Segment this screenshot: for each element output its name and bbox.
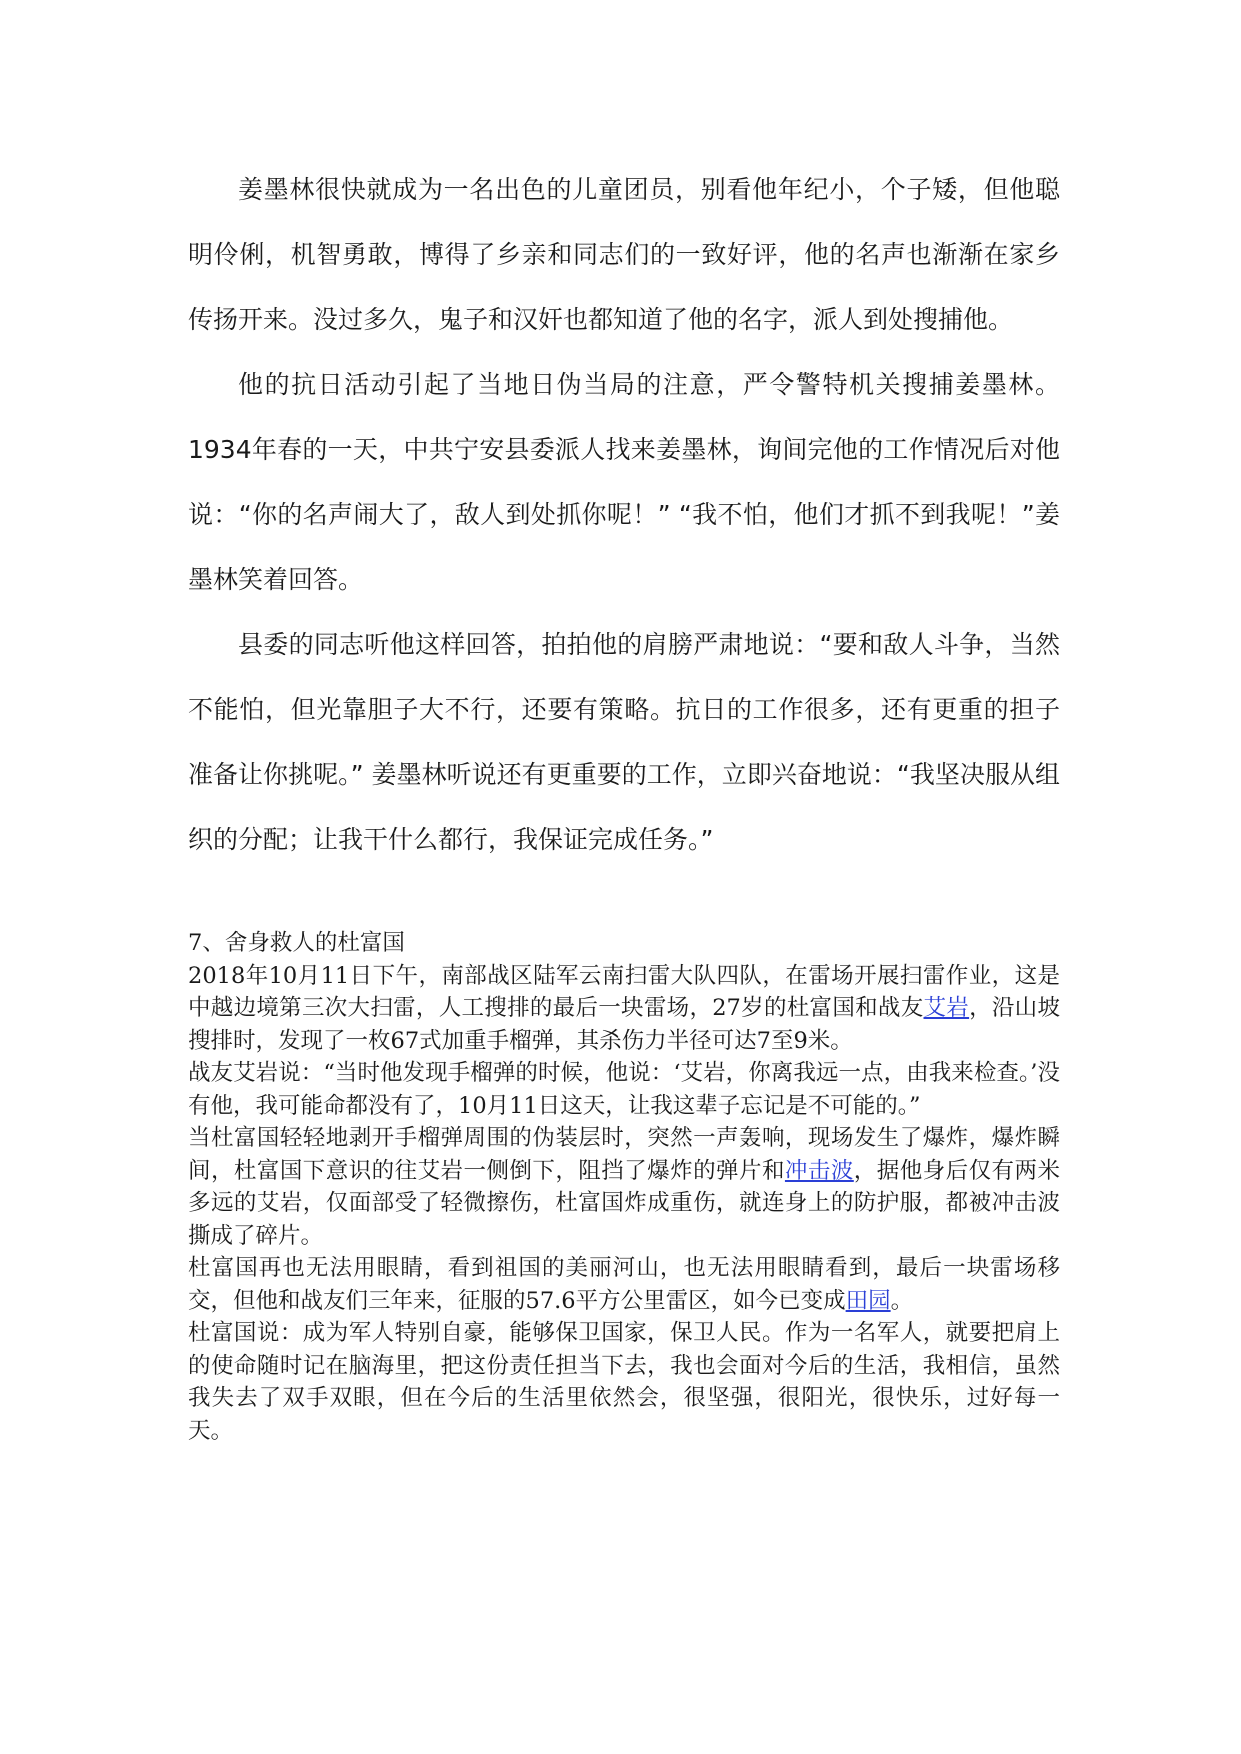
text-run: 当杜富国轻轻地剥开手榴弹周围的伪装层时，突然一声轰响，现场发生了爆炸，爆炸瞬间，杜富国下意识的往艾岩一侧倒下，阻挡了爆炸的弹片和 xyxy=(188,1125,1060,1184)
link-shockwave[interactable]: 冲击波 xyxy=(784,1157,854,1184)
text-run: 。 xyxy=(890,1287,914,1314)
paragraph: 战友艾岩说：“当时他发现手榴弹的时候，他说：‘艾岩，你离我远一点，由我来检查。’没有他，我可能命都没有了，10月11日这天，让我这辈子忘记是不可能的。” xyxy=(188,1060,1060,1119)
link-fields[interactable]: 田园 xyxy=(845,1287,891,1314)
paragraph xyxy=(188,1252,1060,1317)
paragraph: 他的抗日活动引起了当地日伪当局的注意，严令警特机关搜捕姜墨林。1934年春的一天，中共宁安县委派人找来姜墨林，询间完他的工作情况后对他说：“你的名声闹大了，敌人到处抓你呢！” “我不怕，他们才抓不到我呢！”姜墨林笑着回答。 xyxy=(188,370,1060,594)
paragraph: 姜墨林很快就成为一名出色的儿童团员，别看他年纪小，个子矮，但他聪明伶俐，机智勇敢，博得了乡亲和同志们的一致好评，他的名声也渐渐在家乡传扬开来。没过多久，鬼子和汉奸也都知道了他的名字，派人到处搜捕他。 xyxy=(188,175,1060,334)
section-title: 7、舍身救人的杜富国 xyxy=(188,930,405,956)
paragraph: 杜富国说：成为军人特别自豪，能够保卫国家，保卫人民。作为一名军人，就要把肩上的使命随时记在脑海里，把这份责任担当下去，我也会面对今后的生活，我相信，虽然我失去了双手双眼，但在今后的生活里依然会，很坚强，很阳光，很快乐，过好每一天。 xyxy=(188,1320,1060,1444)
story-jiang-molin xyxy=(188,157,1060,872)
link-ai-yan[interactable]: 艾岩 xyxy=(923,995,970,1021)
text-run: 杜富国再也无法用眼睛，看到祖国的美丽河山，也无法用眼睛看到，最后一块雷场移交，但他和战友们三年来，征服的57.6平方公里雷区，如今已变成 xyxy=(188,1255,1060,1314)
paragraph: 县委的同志听他这样回答，拍拍他的肩膀严肃地说：“要和敌人斗争，当然不能怕，但光靠胆子大不行，还要有策略。抗日的工作很多，还有更重的担子准备让你挑呢。” 姜墨林听说还有更重要的工作，立即兴奋地说：“我坚决服从组织的分配；让我干什么都行，我保证完成任务。” xyxy=(188,630,1060,854)
text-run: 2018年10月11日下午，南部战区陆军云南扫雷大队四队，在雷场开展扫雷作业，这是中越边境第三次大扫雷，人工搜排的最后一块雷场，27岁的杜富国和战友 xyxy=(188,962,1060,1021)
paragraph xyxy=(188,1122,1060,1252)
story-du-fuguo xyxy=(188,927,1060,1447)
text-run: ，沿山坡搜排时，发现了一枚67式加重手榴弹，其杀伤力半径可达7至9米。 xyxy=(188,995,1060,1054)
paragraph xyxy=(188,960,1060,1058)
text-run: ，据他身后仅有两米多远的艾岩，仅面部受了轻微擦伤，杜富国炸成重伤，就连身上的防护服，都被冲击波撕成了碎片。 xyxy=(188,1157,1060,1249)
